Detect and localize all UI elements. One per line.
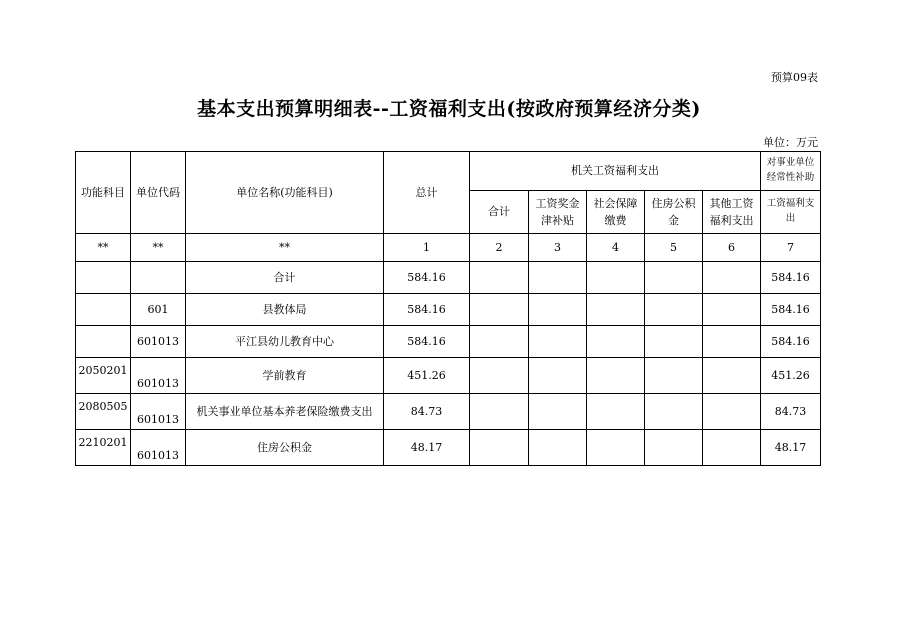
table-row (76, 262, 821, 294)
header-number: 3 (529, 234, 587, 262)
value-cell (587, 394, 645, 430)
subsidy-cell: 451.26 (761, 358, 821, 394)
header-number: ** (131, 234, 186, 262)
header-number: 5 (645, 234, 703, 262)
unit-label: 单位：万元 (763, 136, 818, 149)
value-cell (529, 262, 587, 294)
value-cell (703, 326, 761, 358)
unit-code-cell: 601013 (131, 358, 186, 394)
subsidy-cell: 48.17 (761, 430, 821, 466)
unit-code-cell: 601013 (131, 326, 186, 358)
header-number-row (76, 234, 821, 262)
value-cell (645, 394, 703, 430)
value-cell (470, 294, 529, 326)
budget-table (75, 151, 821, 466)
value-cell (703, 358, 761, 394)
table-row (76, 430, 821, 466)
unit-name-cell: 合计 (186, 262, 384, 294)
value-cell (645, 326, 703, 358)
value-cell (703, 430, 761, 466)
func-code-cell (76, 294, 131, 326)
unit-name-cell: 机关事业单位基本养老保险缴费支出 (186, 394, 384, 430)
unit-name-cell: 住房公积金 (186, 430, 384, 466)
value-cell (587, 326, 645, 358)
header-unit-name: 单位名称(功能科目) (186, 152, 384, 234)
subsidy-cell: 84.73 (761, 394, 821, 430)
unit-code-cell: 601013 (131, 394, 186, 430)
func-code-cell: 2210201 (76, 430, 131, 466)
func-code-cell (76, 262, 131, 294)
page-title: 基本支出预算明细表--工资福利支出(按政府预算经济分类) (197, 98, 701, 120)
table-row (76, 358, 821, 394)
header-salary-allowance: 工资奖金津补贴 (529, 191, 587, 234)
value-cell (470, 430, 529, 466)
header-number: ** (76, 234, 131, 262)
header-org-salary-group: 机关工资福利支出 (470, 152, 761, 191)
table-row (76, 394, 821, 430)
header-social-security: 社会保障缴费 (587, 191, 645, 234)
header-number: ** (186, 234, 384, 262)
subsidy-cell: 584.16 (761, 326, 821, 358)
value-cell (470, 326, 529, 358)
header-row-1 (76, 152, 821, 191)
unit-code-cell: 601013 (131, 430, 186, 466)
value-cell (529, 358, 587, 394)
value-cell (645, 262, 703, 294)
value-cell (529, 394, 587, 430)
header-number: 1 (384, 234, 470, 262)
value-cell (703, 394, 761, 430)
total-cell: 451.26 (384, 358, 470, 394)
header-unit-code: 单位代码 (131, 152, 186, 234)
header-subsidy-group: 对事业单位经常性补助 (761, 152, 821, 191)
value-cell (529, 294, 587, 326)
value-cell (529, 326, 587, 358)
total-cell: 48.17 (384, 430, 470, 466)
header-subsidy-salary: 工资福利支出 (761, 191, 821, 234)
table-row (76, 294, 821, 326)
header-number: 7 (761, 234, 821, 262)
subsidy-cell: 584.16 (761, 262, 821, 294)
header-subtotal: 合计 (470, 191, 529, 234)
value-cell (470, 358, 529, 394)
header-number: 2 (470, 234, 529, 262)
func-code-cell: 2050201 (76, 358, 131, 394)
unit-name-cell: 平江县幼儿教育中心 (186, 326, 384, 358)
header-number: 4 (587, 234, 645, 262)
value-cell (529, 430, 587, 466)
value-cell (470, 394, 529, 430)
table-row (76, 326, 821, 358)
total-cell: 84.73 (384, 394, 470, 430)
unit-code-cell: 601 (131, 294, 186, 326)
header-total: 总计 (384, 152, 470, 234)
value-cell (587, 262, 645, 294)
subsidy-cell: 584.16 (761, 294, 821, 326)
func-code-cell: 2080505 (76, 394, 131, 430)
total-cell: 584.16 (384, 262, 470, 294)
value-cell (587, 430, 645, 466)
header-housing-fund: 住房公积金 (645, 191, 703, 234)
value-cell (645, 294, 703, 326)
unit-name-cell: 学前教育 (186, 358, 384, 394)
value-cell (587, 358, 645, 394)
header-other-salary: 其他工资福利支出 (703, 191, 761, 234)
value-cell (703, 262, 761, 294)
value-cell (645, 430, 703, 466)
value-cell (470, 262, 529, 294)
func-code-cell (76, 326, 131, 358)
value-cell (645, 358, 703, 394)
header-func-subject: 功能科目 (76, 152, 131, 234)
total-cell: 584.16 (384, 326, 470, 358)
unit-code-cell (131, 262, 186, 294)
form-number: 预算09表 (771, 71, 818, 84)
value-cell (587, 294, 645, 326)
unit-name-cell: 县教体局 (186, 294, 384, 326)
total-cell: 584.16 (384, 294, 470, 326)
value-cell (703, 294, 761, 326)
header-number: 6 (703, 234, 761, 262)
